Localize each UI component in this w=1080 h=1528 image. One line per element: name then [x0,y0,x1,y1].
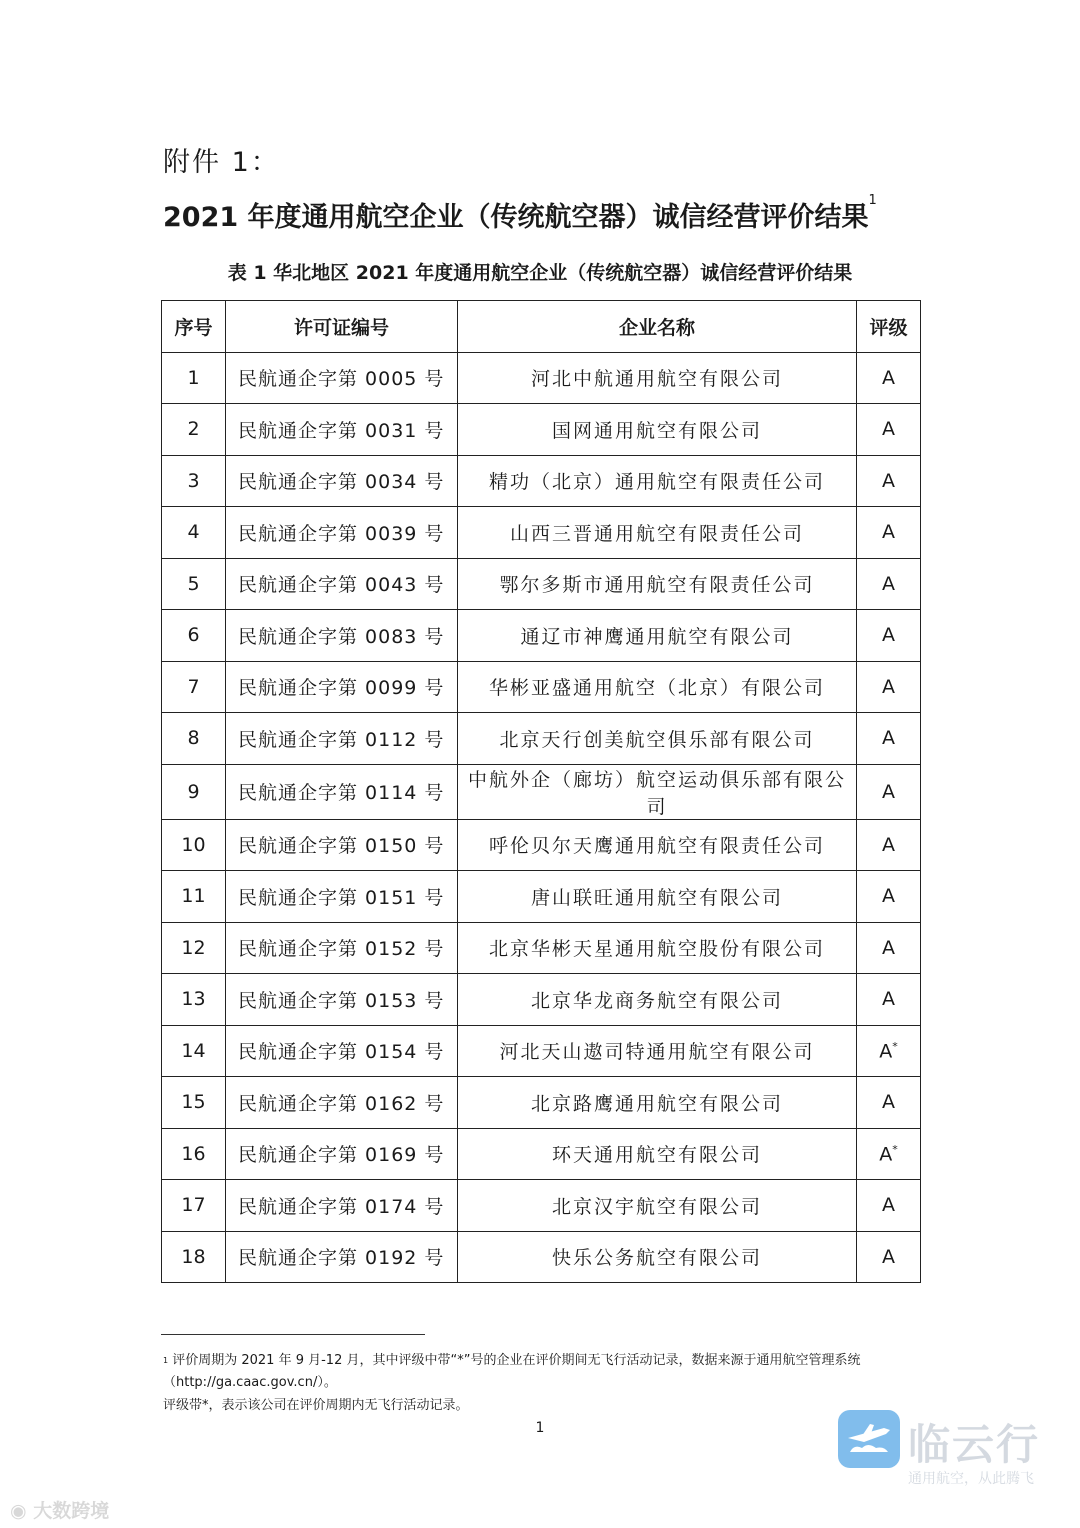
cell-license-number [226,558,458,610]
cell-serial-number [162,507,226,559]
no-flight-activity-marker: * [892,1142,898,1156]
table-row [162,764,921,819]
cell-license-number [226,352,458,404]
cell-company-name-text: 中航外企（廊坊）航空运动俱乐部有限公司 [467,768,846,818]
header-license-number: 许可证编号 [226,301,458,353]
cell-grade-text: A [882,469,895,492]
cell-license-number-text: 民航通企字第 0039 号 [238,522,445,545]
cell-grade-text: A [882,624,895,647]
cell-serial-number [162,661,226,713]
table-caption: 表 1 华北地区 2021 年度通用航空企业（传统航空器）诚信经营评价结果 [227,262,853,284]
cell-company-name [458,352,857,404]
cell-license-number-text: 民航通企字第 0034 号 [238,471,445,494]
cell-serial-number-text: 10 [181,833,206,856]
header-company-name: 企业名称 [458,301,857,353]
cell-license-number [226,455,458,507]
cell-grade [857,713,921,765]
watermark-slogan: 通用航空，从此腾飞 [908,1471,1034,1487]
cell-grade-text: A [882,521,895,544]
cell-serial-number [162,558,226,610]
cell-serial-number-text: 17 [181,1194,206,1217]
cell-company-name-text: 北京汉宇航空有限公司 [551,1195,762,1218]
table-row [162,661,921,713]
cell-serial-number [162,1128,226,1180]
cell-company-name [458,1128,857,1180]
cell-company-name [458,1077,857,1129]
footnote-marker: 1 [163,1356,169,1365]
cell-grade [857,1077,921,1129]
cell-grade [857,1025,921,1077]
cell-company-name [458,661,857,713]
table-row [162,1077,921,1129]
cell-grade [857,1231,921,1283]
cell-company-name [458,1180,857,1232]
cell-serial-number [162,922,226,974]
cell-license-number [226,922,458,974]
cell-grade [857,974,921,1026]
cell-serial-number-text: 6 [187,624,200,647]
cell-serial-number [162,819,226,871]
footnote-text: 评价周期为 2021 年 9 月-12 月，其中评级中带“*”号的企业在评价期间无飞行活动记录，数据来源于通用航空管理系统（http://ga.caac.gov.cn/）。 [163,1353,861,1390]
cell-license-number [226,871,458,923]
cell-license-number [226,1128,458,1180]
cell-grade [857,558,921,610]
cell-serial-number-text: 11 [181,885,206,908]
cell-license-number [226,1231,458,1283]
cell-company-name-text: 快乐公务航空有限公司 [551,1247,762,1270]
cell-serial-number-text: 9 [187,780,200,803]
cell-grade [857,352,921,404]
cell-company-name [458,713,857,765]
cell-license-number-text: 民航通企字第 0154 号 [238,1041,445,1064]
cell-license-number-text: 民航通企字第 0169 号 [238,1144,445,1167]
cell-company-name [458,922,857,974]
cell-license-number-text: 民航通企字第 0114 号 [238,782,445,804]
table-row [162,1128,921,1180]
table-row [162,507,921,559]
footnote-divider [161,1334,425,1335]
cell-serial-number-text: 13 [181,988,206,1011]
cell-company-name-text: 通辽市神鹰通用航空有限公司 [520,625,794,648]
table-row [162,1025,921,1077]
cell-serial-number [162,1180,226,1232]
cell-grade-text: A [882,1091,895,1114]
cell-company-name-text: 国网通用航空有限公司 [551,419,762,442]
cell-license-number-text: 民航通企字第 0083 号 [238,625,445,648]
cell-company-name [458,455,857,507]
cell-license-number-text: 民航通企字第 0112 号 [238,728,445,751]
cell-grade-text: A [882,727,895,750]
cell-license-number [226,713,458,765]
cell-serial-number-text: 2 [187,418,200,441]
cell-company-name [458,871,857,923]
cell-grade-text: A [882,418,895,441]
header-grade: 评级 [857,301,921,353]
cell-license-number [226,610,458,662]
cell-license-number-text: 民航通企字第 0162 号 [238,1092,445,1115]
table-header-row [162,301,921,353]
cell-serial-number [162,974,226,1026]
page-number: 1 [535,1420,545,1436]
table-row [162,871,921,923]
cell-serial-number-text: 15 [181,1091,206,1114]
cell-license-number-text: 民航通企字第 0099 号 [238,677,445,700]
cell-grade [857,404,921,456]
cell-grade [857,922,921,974]
cell-grade-text: A [882,366,895,389]
cell-license-number [226,1077,458,1129]
footnote [163,1350,921,1394]
cell-grade-text: A [882,780,895,803]
cell-license-number [226,404,458,456]
watermark-brand [838,1410,1063,1490]
cell-license-number [226,661,458,713]
table-row [162,558,921,610]
cell-grade [857,610,921,662]
cell-license-number-text: 民航通企字第 0192 号 [238,1247,445,1270]
cell-serial-number [162,1025,226,1077]
cell-grade [857,764,921,819]
cell-grade-text: A [879,1142,893,1165]
cell-grade-text: A [882,572,895,595]
cell-grade-text: A [882,833,895,856]
cell-serial-number-text: 8 [187,727,200,750]
cell-grade-text: A [882,1194,895,1217]
header-serial-number: 序号 [162,301,226,353]
table-row [162,610,921,662]
cell-grade [857,455,921,507]
table-row [162,1180,921,1232]
airplane-cloud-logo-icon [838,1410,900,1468]
cell-serial-number [162,455,226,507]
cell-license-number-text: 民航通企字第 0043 号 [238,574,445,597]
table-row [162,922,921,974]
cell-company-name-text: 河北中航通用航空有限公司 [530,368,783,391]
cell-serial-number [162,610,226,662]
cell-license-number-text: 民航通企字第 0151 号 [238,886,445,909]
cell-grade-text: A [882,988,895,1011]
table-row [162,352,921,404]
grade-note: 评级带*，表示该公司在评价周期内无飞行活动记录。 [163,1398,469,1413]
cell-company-name-text: 北京华彬天星通用航空股份有限公司 [488,938,825,961]
cell-license-number [226,1180,458,1232]
cell-serial-number [162,713,226,765]
watermark-brand-name: 临云行 [908,1420,1041,1469]
cell-serial-number-text: 18 [181,1245,206,1268]
cell-license-number-text: 民航通企字第 0005 号 [238,368,445,391]
cell-company-name-text: 北京华龙商务航空有限公司 [530,989,783,1012]
cell-license-number [226,1025,458,1077]
cell-company-name [458,507,857,559]
cell-company-name-text: 河北天山遨司特通用航空有限公司 [499,1041,815,1064]
table-row [162,404,921,456]
cell-company-name [458,764,857,819]
document-title-text: 2021 年度通用航空企业（传统航空器）诚信经营评价结果 [163,202,869,233]
cell-license-number [226,974,458,1026]
no-flight-activity-marker: * [892,1039,898,1053]
cell-grade-text: A [882,675,895,698]
cell-license-number [226,819,458,871]
cell-grade-text: A [882,885,895,908]
cell-serial-number [162,871,226,923]
table-row [162,1231,921,1283]
cell-license-number-text: 民航通企字第 0031 号 [238,419,445,442]
weibo-logo-icon: ◉ [10,1500,34,1522]
cell-serial-number [162,404,226,456]
cell-company-name-text: 山西三晋通用航空有限责任公司 [509,522,804,545]
cell-company-name-text: 精功（北京）通用航空有限责任公司 [488,471,825,494]
cell-company-name [458,558,857,610]
cell-serial-number-text: 3 [187,469,200,492]
cell-license-number-text: 民航通企字第 0153 号 [238,989,445,1012]
cell-grade-text: A [882,936,895,959]
cell-company-name [458,610,857,662]
cell-company-name-text: 唐山联旺通用航空有限公司 [530,886,783,909]
cell-grade [857,871,921,923]
cell-serial-number [162,352,226,404]
cell-serial-number-text: 12 [181,936,206,959]
cell-license-number [226,507,458,559]
table-row [162,974,921,1026]
cell-company-name-text: 北京路鹰通用航空有限公司 [530,1092,783,1115]
attachment-label: 附件 1： [163,147,280,178]
cell-license-number [226,764,458,819]
cell-grade [857,661,921,713]
cell-serial-number-text: 7 [187,675,200,698]
cell-grade-text: A [882,1245,895,1268]
cell-license-number-text: 民航通企字第 0150 号 [238,835,445,858]
cell-company-name [458,1231,857,1283]
watermark-source-text: 大数跨境 [33,1500,110,1522]
cell-serial-number-text: 14 [181,1039,206,1062]
cell-serial-number-text: 5 [187,572,200,595]
cell-company-name-text: 鄂尔多斯市通用航空有限责任公司 [499,574,815,597]
cell-serial-number-text: 4 [187,521,200,544]
cell-serial-number [162,764,226,819]
document-title [163,195,877,234]
cell-company-name-text: 北京天行创美航空俱乐部有限公司 [499,728,815,751]
cell-serial-number-text: 16 [181,1142,206,1165]
title-footnote-marker[interactable]: 1 [868,193,877,208]
table-row [162,819,921,871]
cell-company-name [458,404,857,456]
cell-serial-number-text: 1 [187,366,200,389]
cell-serial-number [162,1077,226,1129]
watermark-source [10,1496,109,1523]
cell-serial-number [162,1231,226,1283]
cell-company-name-text: 环天通用航空有限公司 [551,1144,762,1167]
table-row [162,455,921,507]
cell-grade [857,1180,921,1232]
results-table [161,300,921,1283]
cell-license-number-text: 民航通企字第 0174 号 [238,1195,445,1218]
cell-company-name-text: 华彬亚盛通用航空（北京）有限公司 [488,677,825,700]
cell-grade [857,507,921,559]
cell-company-name [458,974,857,1026]
cell-grade-text: A [879,1039,893,1062]
cell-license-number-text: 民航通企字第 0152 号 [238,938,445,961]
cell-grade [857,1128,921,1180]
table-row [162,713,921,765]
cell-company-name [458,819,857,871]
cell-grade [857,819,921,871]
cell-company-name-text: 呼伦贝尔天鹰通用航空有限责任公司 [488,835,825,858]
cell-company-name [458,1025,857,1077]
